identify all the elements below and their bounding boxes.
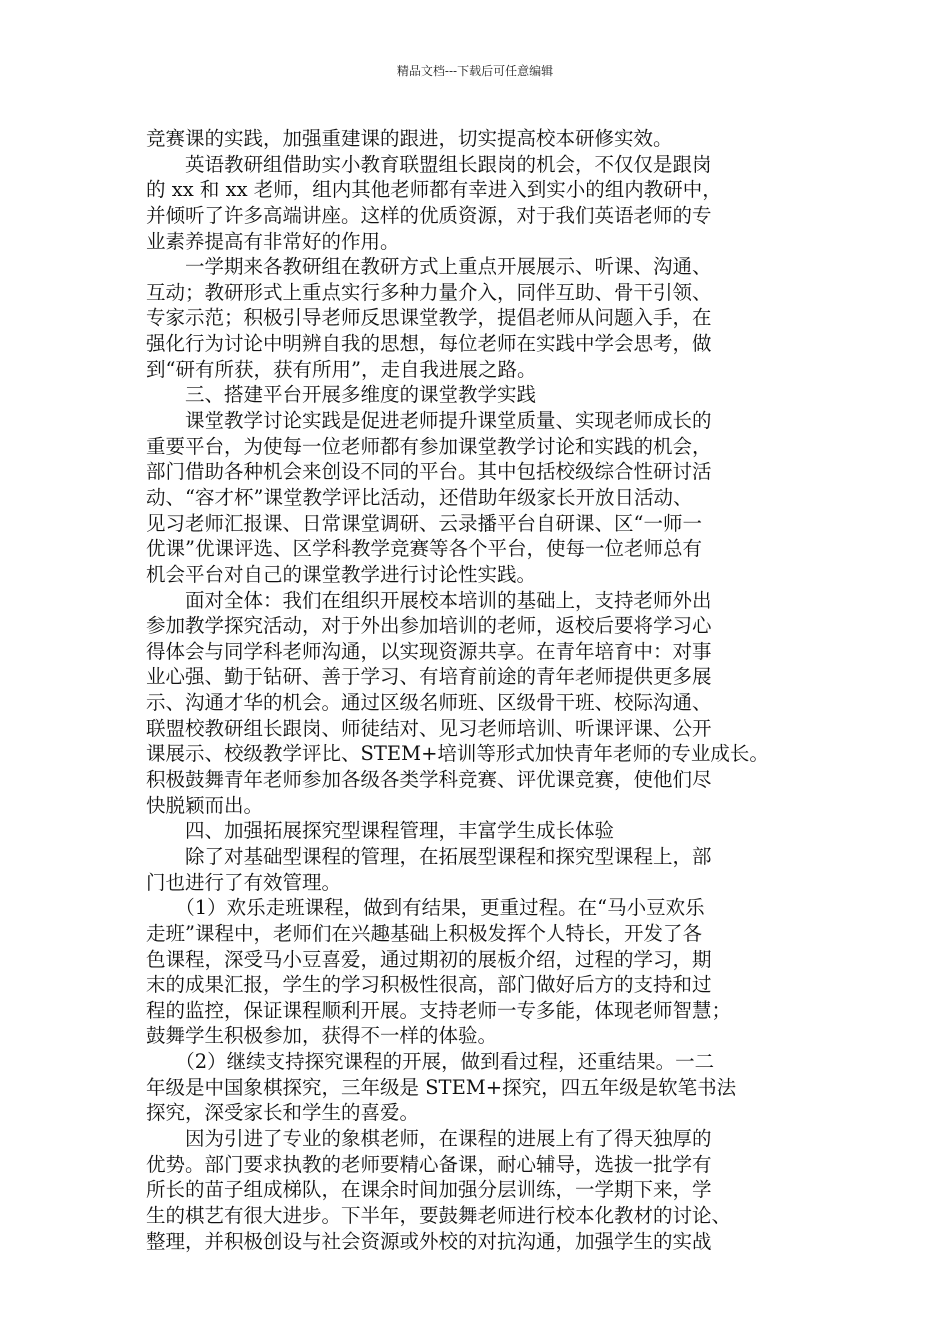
text-line: 见习老师汇报课、日常课堂调研、云录播平台自研课、区“一师一 [146, 511, 702, 535]
text-line: （2）继续支持探究课程的开展，做到看过程，还重结果。一二 [146, 1050, 715, 1074]
text-line: 积极鼓舞青年老师参加各级各类学科竞赛、评优课竞赛，使他们尽 [146, 768, 712, 792]
text-line: 英语教研组借助实小教育联盟组长跟岗的机会，不仅仅是跟岗 [146, 152, 712, 176]
text-line: 探究，深受家长和学生的喜爱。 [146, 1101, 420, 1125]
text-line: 专家示范；积极引导老师反思课堂教学，提倡老师从问题入手，在 [146, 306, 712, 330]
text-line: 色课程，深受马小豆喜爱，通过期初的展板介绍，过程的学习，期 [146, 947, 712, 971]
text-line: 门也进行了有效管理。 [146, 870, 342, 894]
text-line: 部门借助各种机会来创设不同的平台。其中包括校级综合性研讨活 [146, 460, 712, 484]
text-line: 面对全体：我们在组织开展校本培训的基础上，支持老师外出 [146, 588, 712, 612]
text-line: 四、加强拓展探究型课程管理，丰富学生成长体验 [146, 819, 615, 843]
text-line: （1）欢乐走班课程，做到有结果，更重过程。在“马小豆欢乐 [146, 896, 705, 920]
text-line: 整理，并积极创设与社会资源或外校的对抗沟通，加强学生的实战 [146, 1229, 712, 1253]
text-line: 机会平台对自己的课堂教学进行讨论性实践。 [146, 562, 537, 586]
text-line: 快脱颖而出。 [146, 793, 264, 817]
text-line: 强化行为讨论中明辨自我的思想，每位老师在实践中学会思考，做 [146, 332, 712, 356]
text-line: 生的棋艺有很大进步。下半年，要鼓舞老师进行校本化教材的讨论、 [146, 1203, 732, 1227]
text-line: 业心强、勤于钻研、善于学习、有培育前途的青年老师提供更多展 [146, 665, 712, 689]
text-line: 到“研有所获，获有所用”，走自我进展之路。 [146, 357, 537, 381]
text-line: 走班”课程中，老师们在兴趣基础上积极发挥个人特长，开发了各 [146, 921, 702, 945]
text-line: 所长的苗子组成梯队，在课余时间加强分层训练，一学期下来，学 [146, 1178, 712, 1202]
text-line: 联盟校教研组长跟岗、师徒结对、见习老师培训、听课评课、公开 [146, 716, 712, 740]
text-line: 的 xx 和 xx 老师，组内其他老师都有幸进入到实小的组内教研中， [146, 178, 722, 202]
text-line: 因为引进了专业的象棋老师，在课程的进展上有了得天独厚的 [146, 1126, 712, 1150]
text-line: 除了对基础型课程的管理，在拓展型课程和探究型课程上，部 [146, 844, 712, 868]
text-line: 课展示、校级教学评比、STEM+培训等形式加快青年老师的专业成长。 [146, 742, 769, 766]
text-line: 优课”优课评选、区学科教学竞赛等各个平台，使每一位老师总有 [146, 537, 702, 561]
text-line: 一学期来各教研组在教研方式上重点开展展示、听课、沟通、 [146, 255, 712, 279]
text-line: 课堂教学讨论实践是促进老师提升课堂质量、实现老师成长的 [146, 409, 712, 433]
text-line: 竞赛课的实践，加强重建课的跟进，切实提高校本研修实效。 [146, 127, 673, 150]
text-line: 优势。部门要求执教的老师要精心备课，耐心辅导，选拔一批学有 [146, 1152, 712, 1176]
text-line: 重要平台，为使每一位老师都有参加课堂教学讨论和实践的机会， [146, 434, 712, 458]
document-body [146, 126, 826, 1254]
text-line: 业素养提高有非常好的作用。 [146, 229, 400, 253]
text-line: 程的监控，保证课程顺利开展。支持老师一专多能，体现老师智慧； [146, 998, 732, 1022]
text-line: 示、沟通才华的机会。通过区级名师班、区级骨干班、校际沟通、 [146, 691, 712, 715]
text-line: 三、搭建平台开展多维度的课堂教学实践 [146, 383, 537, 407]
text-line: 得体会与同学科老师沟通，以实现资源共享。在青年培育中：对事 [146, 639, 712, 663]
text-line: 末的成果汇报，学生的学习积极性很高，部门做好后方的支持和过 [146, 973, 712, 997]
text-line: 参加教学探究活动，对于外出参加培训的老师，返校后要将学习心 [146, 614, 712, 638]
text-line: 互动；教研形式上重点实行多种力量介入，同伴互助、骨干引领、 [146, 280, 712, 304]
text-line: 并倾听了许多高端讲座。这样的优质资源，对于我们英语老师的专 [146, 203, 712, 227]
text-line: 动、“容才杯”课堂教学评比活动，还借助年级家长开放日活动、 [146, 485, 693, 509]
page-header: 精品文档---下载后可任意编辑 [396, 64, 554, 78]
text-line: 年级是中国象棋探究，三年级是 STEM+探究，四五年级是软笔书法 [146, 1075, 737, 1099]
text-line: 鼓舞学生积极参加，获得不一样的体验。 [146, 1024, 498, 1048]
